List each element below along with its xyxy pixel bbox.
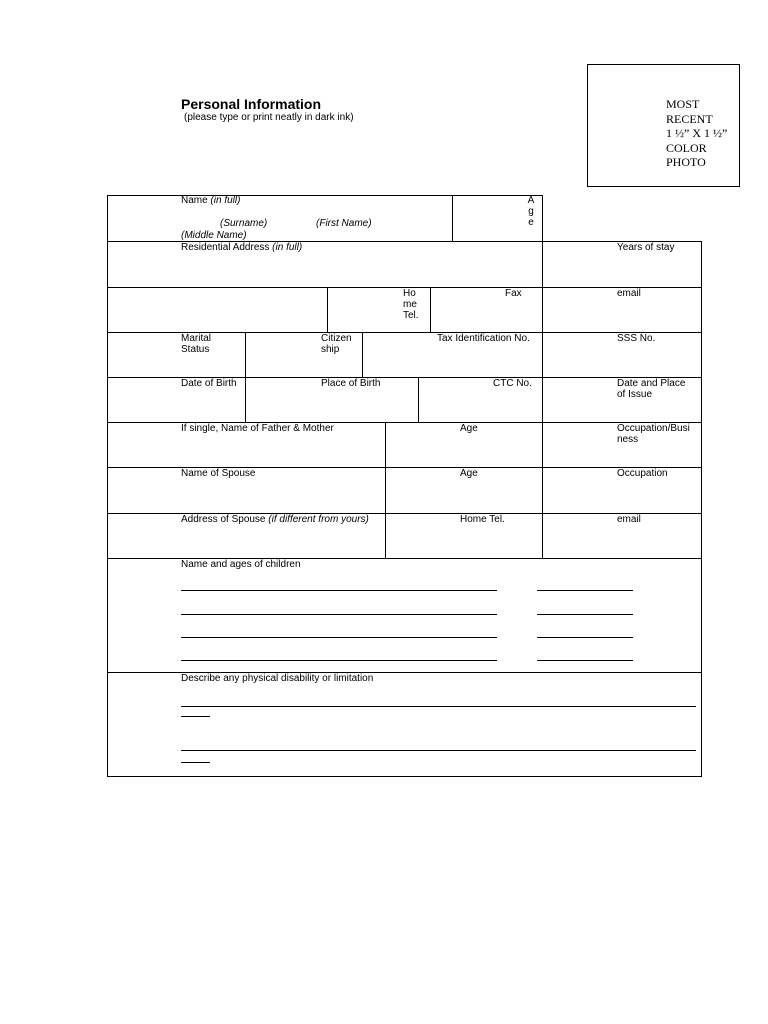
email-field[interactable] bbox=[543, 288, 701, 332]
disability-label: Describe any physical disability or limitation bbox=[181, 673, 374, 684]
spouse-home-tel-field[interactable] bbox=[386, 514, 542, 558]
occupation-business-field[interactable] bbox=[543, 423, 701, 467]
photo-box[interactable] bbox=[587, 64, 740, 187]
name-field[interactable] bbox=[108, 196, 452, 241]
surname-label: (Surname) bbox=[220, 218, 268, 229]
parents-label: If single, Name of Father & Mother bbox=[181, 423, 334, 434]
age-field[interactable] bbox=[453, 196, 542, 241]
spouse-occupation-label: Occupation bbox=[617, 468, 668, 479]
child-age-line[interactable] bbox=[537, 637, 633, 638]
marital-status-part: Marital bbox=[181, 333, 212, 344]
ctc-no-label: CTC No. bbox=[493, 378, 532, 389]
home-tel-label bbox=[403, 288, 419, 321]
grid-line bbox=[107, 776, 702, 777]
spouse-name-field[interactable] bbox=[108, 468, 385, 513]
photo-line-1: MOST bbox=[666, 97, 700, 111]
citizenship-part: Citizen bbox=[321, 333, 352, 344]
citizenship-part: ship bbox=[321, 344, 340, 355]
child-name-line[interactable] bbox=[181, 590, 497, 591]
date-of-birth-label: Date of Birth bbox=[181, 378, 237, 389]
fax-field[interactable] bbox=[431, 288, 542, 332]
disability-line-continuation[interactable] bbox=[181, 762, 210, 763]
sss-field[interactable] bbox=[543, 333, 701, 377]
marital-status-part: Status bbox=[181, 344, 210, 355]
age-letter: A bbox=[527, 195, 535, 206]
children-label: Name and ages of children bbox=[181, 559, 301, 570]
photo-line-5: PHOTO bbox=[666, 155, 706, 169]
home-tel-part: Ho bbox=[403, 288, 416, 299]
disability-line[interactable] bbox=[181, 706, 696, 707]
residential-address-label: Residential Address (in full) bbox=[181, 242, 303, 253]
home-tel-part: Tel. bbox=[403, 310, 419, 321]
spouse-name-label: Name of Spouse bbox=[181, 468, 256, 479]
child-age-line[interactable] bbox=[537, 590, 633, 591]
marital-status-label bbox=[181, 333, 211, 355]
date-place-issue-field[interactable] bbox=[543, 378, 701, 422]
tin-label: Tax Identification No. bbox=[437, 333, 530, 344]
ctc-no-field[interactable] bbox=[419, 378, 542, 422]
age-letter: e bbox=[528, 217, 534, 228]
grid-line bbox=[701, 241, 702, 777]
page-subtitle: (please type or print neatly in dark ink) bbox=[184, 112, 354, 123]
photo-line-2: RECENT bbox=[666, 111, 713, 126]
disability-line[interactable] bbox=[181, 750, 696, 751]
email-label: email bbox=[617, 288, 641, 299]
name-label: Name (in full) bbox=[181, 195, 241, 206]
tin-field[interactable] bbox=[363, 333, 542, 377]
age-letter: g bbox=[528, 206, 534, 217]
years-of-stay-label: Years of stay bbox=[617, 242, 675, 253]
occupation-business-part: Occupation/Busi bbox=[617, 423, 690, 434]
child-name-line[interactable] bbox=[181, 614, 497, 615]
photo-line-4: COLOR bbox=[666, 140, 707, 155]
child-age-line[interactable] bbox=[537, 660, 633, 661]
page-title: Personal Information bbox=[181, 96, 322, 112]
disability-line-continuation[interactable] bbox=[181, 716, 210, 717]
grid-line bbox=[327, 287, 328, 333]
grid-line bbox=[245, 332, 246, 423]
parents-age-field[interactable] bbox=[386, 423, 542, 467]
spouse-home-tel-label: Home Tel. bbox=[460, 514, 505, 525]
date-place-issue-part: Date and Place bbox=[617, 378, 686, 389]
date-place-issue-part: of Issue bbox=[617, 389, 653, 400]
spouse-address-field[interactable] bbox=[108, 514, 385, 558]
first-name-label: (First Name) bbox=[316, 218, 372, 229]
sss-label: SSS No. bbox=[617, 333, 656, 344]
home-tel-part: me bbox=[403, 299, 417, 310]
spouse-address-label: Address of Spouse (if different from yours) bbox=[181, 514, 369, 525]
spouse-age-label: Age bbox=[460, 468, 478, 479]
child-name-line[interactable] bbox=[181, 660, 497, 661]
spouse-occupation-field[interactable] bbox=[543, 468, 701, 513]
place-of-birth-label: Place of Birth bbox=[321, 378, 381, 389]
middle-name-label: (Middle Name) bbox=[181, 230, 247, 241]
occupation-business-part: ness bbox=[617, 434, 639, 445]
years-of-stay-field[interactable] bbox=[543, 242, 701, 287]
child-name-line[interactable] bbox=[181, 637, 497, 638]
photo-line-3: 1 ½” X 1 ½” bbox=[666, 126, 728, 140]
child-age-line[interactable] bbox=[537, 614, 633, 615]
spouse-email-field[interactable] bbox=[543, 514, 701, 558]
parents-age-label: Age bbox=[460, 423, 478, 434]
spouse-email-label: email bbox=[617, 514, 641, 525]
spouse-age-field[interactable] bbox=[386, 468, 542, 513]
photo-instructions bbox=[666, 97, 727, 170]
citizenship-label bbox=[321, 333, 352, 355]
parents-field[interactable] bbox=[108, 423, 385, 467]
fax-label: Fax bbox=[505, 288, 522, 299]
residential-address-field[interactable] bbox=[108, 242, 542, 287]
